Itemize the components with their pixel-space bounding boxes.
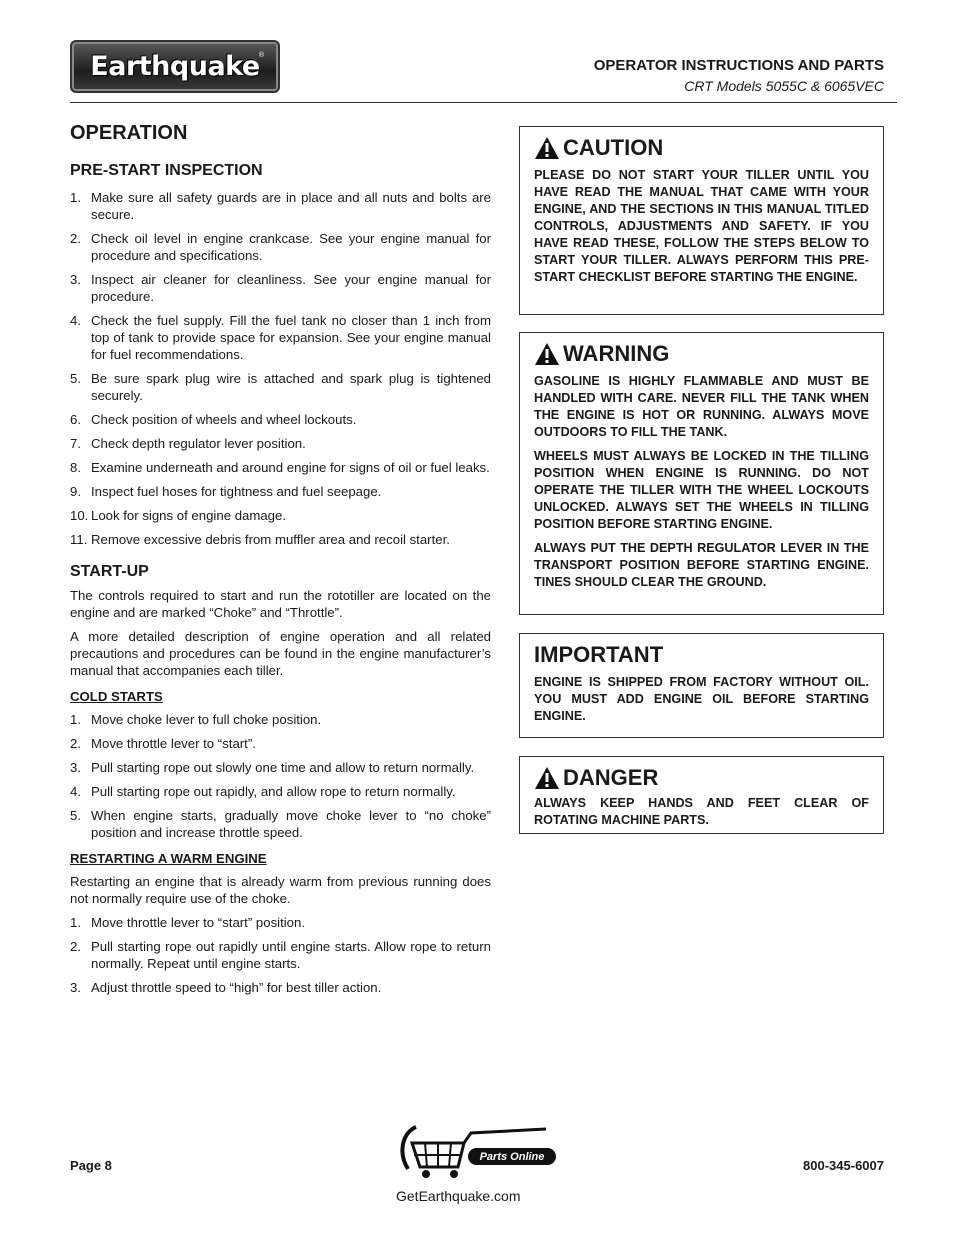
cold-starts-heading: COLD STARTS [70,689,163,704]
list-item: 1. Make sure all safety guards are in place and all nuts and bolts are secure. [70,190,491,222]
prestart-heading: PRE-START INSPECTION [70,162,263,179]
warning-triangle-icon [534,766,560,790]
list-item: 3. Adjust throttle speed to “high” for best tiller action. [70,980,382,995]
important-heading: IMPORTANT [534,642,664,667]
cold-starts-list [70,711,491,841]
warm-restart-list [70,914,491,996]
operation-column [70,121,491,1003]
danger-text: ALWAYS KEEP HANDS AND FEET CLEAR OF ROTATING MACHINE PARTS. [534,796,869,827]
list-item: 4. Pull starting rope out rapidly, and allow rope to return normally. [70,784,456,799]
list-item: 5. Be sure spark plug wire is attached and spark plug is tightened securely. [70,371,491,403]
list-item: 3. Inspect air cleaner for cleanliness. See your engine manual for procedure. [70,272,491,304]
website-link[interactable]: GetEarthquake.com [396,1188,521,1204]
logo-registered-mark: ® [258,52,264,59]
warning-text-2: WHEELS MUST ALWAYS BE LOCKED IN THE TILLING POSITION WHEN ENGINE IS RUNNING. DO NOT OPERATE THE TILLER WITH THE WHEEL LOCKOUTS UNLOCKED. ALWAYS SET THE WHEELS IN TILLING POSITION BEFORE STARTING ENGINE. [534,449,869,531]
list-item: 2. Pull starting rope out rapidly until engine starts. Allow rope to return normally. Repeat until engine starts. [70,939,491,971]
warning-triangle-icon [534,342,560,366]
warning-box [519,332,884,615]
caution-heading: CAUTION [563,135,664,160]
parts-online-badge[interactable]: Parts Online [468,1148,556,1165]
list-item: 4. Check the fuel supply. Fill the fuel tank no closer than 1 inch from top of tank to provide space for expansion. See your engine manual for fuel recommendations. [70,313,491,362]
warning-heading: WARNING [563,341,670,366]
list-item: 5. When engine starts, gradually move choke lever to “no choke” position and increase throttle speed. [70,808,491,840]
warning-triangle-icon [534,136,560,160]
danger-heading: DANGER [563,765,659,790]
warning-text-1: GASOLINE IS HIGHLY FLAMMABLE AND MUST BE HANDLED WITH CARE. NEVER FILL THE TANK WHEN THE ENGINE IS HOT OR RUNNING. ALWAYS MOVE OUTDOORS TO FILL THE TANK. [534,374,869,439]
prestart-list [70,189,491,548]
list-item: 1. Move choke lever to full choke position. [70,712,322,727]
list-item: 6. Check position of wheels and wheel lockouts. [70,412,357,427]
list-item: 11. Remove excessive debris from muffler area and recoil starter. [70,532,450,547]
document-subtitle: CRT Models 5055C & 6065VEC [684,78,884,94]
caution-text: PLEASE DO NOT START YOUR TILLER UNTIL YOU HAVE READ THE MANUAL THAT CAME WITH YOUR ENGINE, AND THE SECTIONS IN THIS MANUAL TITLED CONTROLS, ADJUSTMENTS AND SAFETY. IF YOU HAVE READ THESE, FOLLOW THE STEPS BELOW TO START YOUR TILLER. ALWAYS PERFORM THIS PRE-START CHECKLIST BEFORE STARTING THE ENGINE. [534,168,869,284]
logo-text: Earthquake [90,51,260,82]
warm-restart-heading: RESTARTING A WARM ENGINE [70,851,267,866]
danger-box [519,756,884,834]
list-item: 1. Move throttle lever to “start” position. [70,915,306,930]
startup-paragraph-2: A more detailed description of engine operation and all related precautions and procedures can be found in the engine manufacturer’s manual that accompanies each tiller. [70,629,491,678]
warm-restart-paragraph: Restarting an engine that is already warm from previous running does not normally require use of the choke. [70,874,491,906]
list-item: 2. Move throttle lever to “start”. [70,736,256,751]
header-divider [70,102,897,103]
phone-number: 800-345-6007 [803,1158,884,1173]
document-title: OPERATOR INSTRUCTIONS AND PARTS [593,57,884,74]
startup-heading: START-UP [70,563,149,580]
page-number: Page 8 [70,1158,112,1173]
important-box [519,633,884,738]
list-item: 2. Check oil level in engine crankcase. See your engine manual for procedure and specifications. [70,231,491,263]
warning-text-3: ALWAYS PUT THE DEPTH REGULATOR LEVER IN THE TRANSPORT POSITION BEFORE STARTING ENGINE. TINES SHOULD CLEAR THE GROUND. [534,541,869,589]
operation-heading: OPERATION [70,122,188,144]
list-item: 8. Examine underneath and around engine for signs of oil or fuel leaks. [70,460,490,475]
list-item: 10. Look for signs of engine damage. [70,508,287,523]
list-item: 3. Pull starting rope out slowly one time and allow to return normally. [70,760,475,775]
important-text: ENGINE IS SHIPPED FROM FACTORY WITHOUT OIL. YOU MUST ADD ENGINE OIL BEFORE STARTING ENGINE. [534,675,869,723]
startup-paragraph-1: The controls required to start and run the rototiller are located on the engine and are marked “Choke” and “Throttle”. [70,588,491,620]
brand-logo [70,40,280,93]
caution-box [519,126,884,315]
list-item: 9. Inspect fuel hoses for tightness and fuel seepage. [70,484,382,499]
list-item: 7. Check depth regulator lever position. [70,436,306,451]
